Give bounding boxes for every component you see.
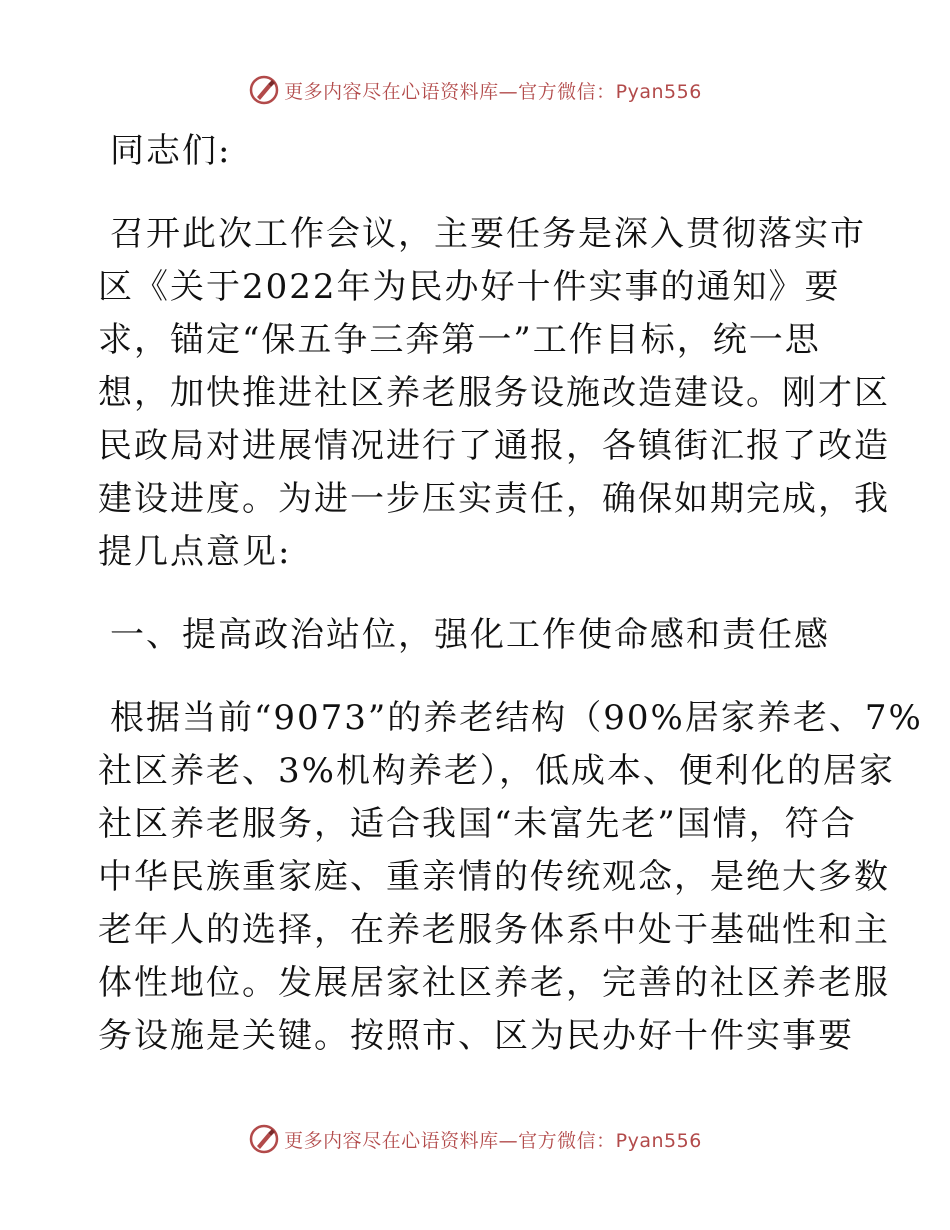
- paragraph-line: 社区养老、3%机构养老），低成本、便利化的居家: [98, 751, 895, 791]
- paragraph-line: 务设施是关键。按照市、区为民办好十件实事要: [98, 1016, 854, 1056]
- paragraph-line: 社区养老服务，适合我国“未富先老”国情，符合: [98, 804, 857, 844]
- watermark-text: 更多内容尽在心语资料库—官方微信：Pyan556: [284, 80, 702, 103]
- paragraph-line: 区《关于2022年为民办好十件实事的通知》要: [98, 267, 841, 307]
- paragraph-line: 提几点意见:: [98, 532, 292, 572]
- paragraph-line: 求，锚定“保五争三奔第一”工作目标，统一思: [98, 320, 821, 360]
- salutation: 同志们:: [110, 131, 232, 171]
- paragraph-line: 召开此次工作会议，主要任务是深入贯彻落实市: [110, 214, 866, 254]
- watermark-header: [0, 70, 950, 110]
- section-heading: 一、提高政治站位，强化工作使命感和责任感: [110, 615, 830, 655]
- watermark-text: 更多内容尽在心语资料库—官方微信：Pyan556: [284, 1129, 702, 1152]
- paragraph-line: 民政局对进展情况进行了通报，各镇街汇报了改造: [98, 426, 890, 466]
- pen-logo-icon: [248, 1123, 280, 1155]
- paragraph-line: 根据当前“9073”的养老结构（90%居家养老、7%: [110, 698, 923, 738]
- paragraph-line: 中华民族重家庭、重亲情的传统观念，是绝大多数: [98, 857, 890, 897]
- pen-logo-icon: [248, 74, 280, 106]
- watermark-footer: [0, 1119, 950, 1159]
- document-body: [98, 125, 923, 1063]
- paragraph-line: 建设进度。为进一步压实责任，确保如期完成，我: [98, 479, 890, 519]
- paragraph-line: 体性地位。发展居家社区养老，完善的社区养老服: [98, 963, 890, 1003]
- paragraph-line: 老年人的选择，在养老服务体系中处于基础性和主: [98, 910, 890, 950]
- paragraph-line: 想，加快推进社区养老服务设施改造建设。刚才区: [98, 373, 890, 413]
